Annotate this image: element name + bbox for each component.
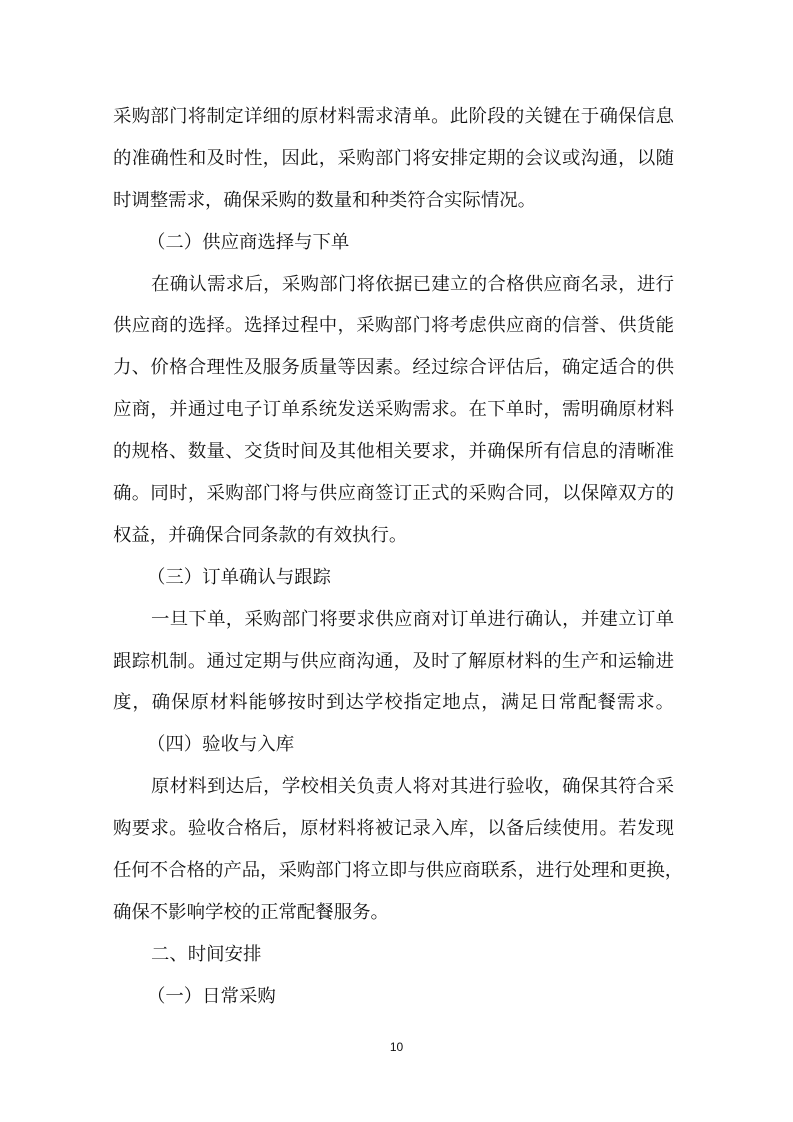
text-line: 原材料到达后，学校相关负责人将对其进行验收，确保其符合采 — [151, 776, 674, 798]
page-number: 10 — [389, 1040, 404, 1054]
text-line: 确保不影响学校的正常配餐服务。 — [113, 901, 389, 923]
section-heading: （一）日常采购 — [147, 985, 276, 1007]
text-line: 购要求。验收合格后，原材料将被记录入库，以备后续使用。若发现 — [113, 818, 674, 840]
text-line: 在确认需求后，采购部门将依据已建立的合格供应商名录，进行 — [151, 273, 674, 295]
section-heading: 二、时间安排 — [151, 943, 262, 965]
section-heading: （四）验收与入库 — [147, 734, 295, 756]
text-line: 度，确保原材料能够按时到达学校指定地点，满足日常配餐需求。 — [113, 692, 674, 714]
text-line: 力、价格合理性及服务质量等因素。经过综合评估后，确定适合的供 — [113, 357, 674, 379]
section-heading: （二）供应商选择与下单 — [147, 231, 350, 253]
text-line: 的规格、数量、交货时间及其他相关要求，并确保所有信息的清晰准 — [113, 441, 674, 463]
text-line: 采购部门将制定详细的原材料需求清单。此阶段的关键在于确保信息 — [113, 106, 674, 127]
text-line: 跟踪机制。通过定期与供应商沟通，及时了解原材料的生产和运输进 — [113, 650, 674, 672]
text-line: 任何不合格的产品，采购部门将立即与供应商联系，进行处理和更换， — [113, 860, 684, 882]
section-heading: （三）订单确认与跟踪 — [147, 566, 331, 588]
text-line: 应商，并通过电子订单系统发送采购需求。在下单时，需明确原材料 — [113, 399, 674, 421]
text-line: 确。同时，采购部门将与供应商签订正式的采购合同，以保障双方的 — [113, 483, 674, 505]
text-line: 权益，并确保合同条款的有效执行。 — [113, 524, 408, 546]
text-line: 时调整需求，确保采购的数量和种类符合实际情况。 — [113, 189, 536, 211]
text-line: 一旦下单，采购部门将要求供应商对订单进行确认，并建立订单 — [151, 608, 674, 630]
text-line: 的准确性和及时性，因此，采购部门将安排定期的会议或沟通，以随 — [113, 147, 674, 169]
body-text — [113, 96, 684, 1018]
text-line: 供应商的选择。选择过程中，采购部门将考虑供应商的信誉、供货能 — [113, 315, 674, 337]
